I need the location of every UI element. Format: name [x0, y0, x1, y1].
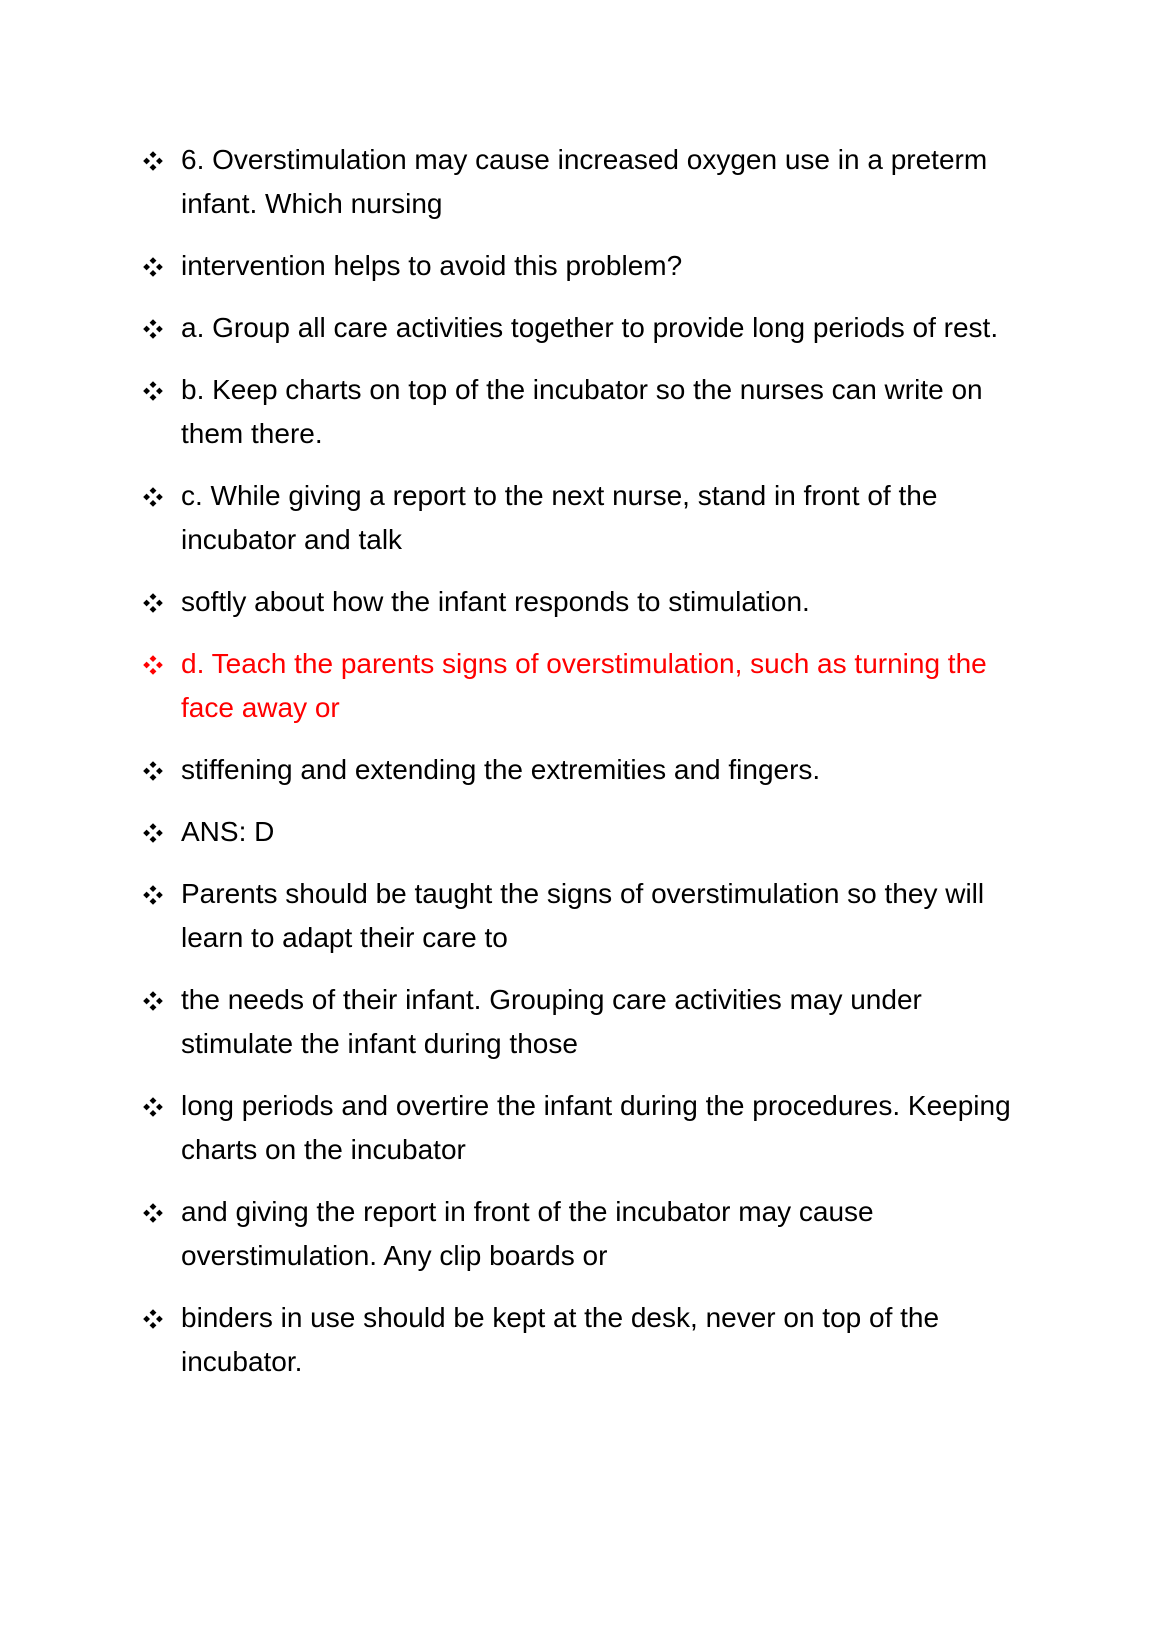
- diamond-shape: [143, 326, 150, 333]
- diamond-shape: [150, 655, 157, 662]
- diamond-shape: [143, 158, 150, 165]
- diamond-shape: [150, 500, 157, 507]
- diamond-shape: [150, 836, 157, 843]
- diamond-shape: [143, 1210, 150, 1217]
- diamond-shape: [143, 1316, 150, 1323]
- list-item: [143, 978, 1013, 1066]
- four-diamond-glyph: [143, 1097, 163, 1117]
- list-item-text: stiffening and extending the extremities and fingers.: [181, 754, 821, 785]
- diamond-shape: [143, 892, 150, 899]
- diamond-shape: [150, 606, 157, 613]
- diamond-shape: [150, 151, 157, 158]
- list-item: [143, 138, 1013, 226]
- diamond-shape: [143, 1104, 150, 1111]
- diamond-shape: [150, 668, 157, 675]
- list-item-text: Parents should be taught the signs of overstimulation so they will learn to adapt their care to: [181, 878, 985, 953]
- diamond-shape: [150, 1309, 157, 1316]
- diamond-shape: [143, 768, 150, 775]
- list-item: [143, 306, 1013, 350]
- diamond-shape: [156, 892, 163, 899]
- list-item-text: c. While giving a report to the next nurse, stand in front of the incubator and talk: [181, 480, 938, 555]
- list-item-text: softly about how the infant responds to stimulation.: [181, 586, 810, 617]
- diamond-shape: [150, 1203, 157, 1210]
- diamond-shape: [150, 823, 157, 830]
- diamond-shape: [156, 830, 163, 837]
- four-diamond-glyph: [143, 487, 163, 507]
- four-diamond-glyph: [143, 151, 163, 171]
- list-item: [143, 810, 1013, 854]
- diamond-shape: [156, 768, 163, 775]
- four-diamond-bullet-icon: [143, 487, 163, 507]
- diamond-shape: [150, 1004, 157, 1011]
- list-item: [143, 580, 1013, 624]
- diamond-shape: [150, 1322, 157, 1329]
- list-item-text: b. Keep charts on top of the incubator so the nurses can write on them there.: [181, 374, 983, 449]
- diamond-shape: [156, 494, 163, 501]
- four-diamond-glyph: [143, 381, 163, 401]
- diamond-shape: [150, 774, 157, 781]
- list-item-text: long periods and overtire the infant during the procedures. Keeping charts on the incubator: [181, 1090, 1011, 1165]
- list-item: [143, 872, 1013, 960]
- diamond-shape: [150, 257, 157, 264]
- diamond-shape: [156, 1104, 163, 1111]
- four-diamond-bullet-icon: [143, 1203, 163, 1223]
- diamond-shape: [156, 600, 163, 607]
- list-item-text: binders in use should be kept at the desk, never on top of the incubator.: [181, 1302, 940, 1377]
- list-item: [143, 474, 1013, 562]
- diamond-shape: [143, 600, 150, 607]
- list-item: [143, 1296, 1013, 1384]
- list-item: [143, 1084, 1013, 1172]
- four-diamond-glyph: [143, 885, 163, 905]
- diamond-shape: [156, 1210, 163, 1217]
- four-diamond-glyph: [143, 319, 163, 339]
- diamond-shape: [150, 164, 157, 171]
- diamond-shape: [143, 264, 150, 271]
- list-item-answer-highlight: [143, 642, 1013, 730]
- four-diamond-bullet-icon: [143, 1097, 163, 1117]
- four-diamond-glyph: [143, 593, 163, 613]
- diamond-shape: [156, 388, 163, 395]
- list-item-text: ANS: D: [181, 816, 275, 847]
- diamond-shape: [150, 1110, 157, 1117]
- four-diamond-bullet-icon: [143, 1309, 163, 1329]
- diamond-shape: [150, 898, 157, 905]
- diamond-shape: [150, 332, 157, 339]
- four-diamond-bullet-icon: [143, 257, 163, 277]
- list-item: [143, 748, 1013, 792]
- bullet-list: [143, 138, 1013, 1402]
- diamond-shape: [150, 761, 157, 768]
- diamond-shape: [150, 319, 157, 326]
- diamond-shape: [143, 662, 150, 669]
- diamond-shape: [143, 494, 150, 501]
- list-item-text: 6. Overstimulation may cause increased oxygen use in a preterm infant. Which nursing: [181, 144, 988, 219]
- list-item-text: and giving the report in front of the incubator may cause overstimulation. Any clip boards or: [181, 1196, 874, 1271]
- four-diamond-glyph: [143, 761, 163, 781]
- four-diamond-bullet-icon: [143, 885, 163, 905]
- four-diamond-bullet-icon: [143, 655, 163, 675]
- diamond-shape: [156, 264, 163, 271]
- four-diamond-glyph: [143, 1203, 163, 1223]
- four-diamond-bullet-icon: [143, 761, 163, 781]
- four-diamond-bullet-icon: [143, 319, 163, 339]
- diamond-shape: [143, 998, 150, 1005]
- four-diamond-glyph: [143, 823, 163, 843]
- diamond-shape: [156, 998, 163, 1005]
- list-item: [143, 244, 1013, 288]
- four-diamond-glyph: [143, 1309, 163, 1329]
- four-diamond-glyph: [143, 257, 163, 277]
- four-diamond-bullet-icon: [143, 823, 163, 843]
- diamond-shape: [156, 326, 163, 333]
- diamond-shape: [156, 1316, 163, 1323]
- list-item-text: d. Teach the parents signs of overstimulation, such as turning the face away or: [181, 648, 987, 723]
- diamond-shape: [150, 270, 157, 277]
- list-item-text: a. Group all care activities together to provide long periods of rest.: [181, 312, 999, 343]
- four-diamond-bullet-icon: [143, 151, 163, 171]
- diamond-shape: [143, 830, 150, 837]
- diamond-shape: [150, 885, 157, 892]
- diamond-shape: [150, 394, 157, 401]
- diamond-shape: [150, 593, 157, 600]
- four-diamond-bullet-icon: [143, 381, 163, 401]
- diamond-shape: [150, 487, 157, 494]
- four-diamond-glyph: [143, 655, 163, 675]
- four-diamond-bullet-icon: [143, 593, 163, 613]
- diamond-shape: [150, 381, 157, 388]
- diamond-shape: [150, 991, 157, 998]
- four-diamond-glyph: [143, 991, 163, 1011]
- diamond-shape: [143, 388, 150, 395]
- diamond-shape: [156, 662, 163, 669]
- diamond-shape: [156, 158, 163, 165]
- list-item-text: the needs of their infant. Grouping care activities may under stimulate the infant during those: [181, 984, 922, 1059]
- diamond-shape: [150, 1097, 157, 1104]
- list-item-text: intervention helps to avoid this problem?: [181, 250, 683, 281]
- list-item: [143, 1190, 1013, 1278]
- four-diamond-bullet-icon: [143, 991, 163, 1011]
- list-item: [143, 368, 1013, 456]
- diamond-shape: [150, 1216, 157, 1223]
